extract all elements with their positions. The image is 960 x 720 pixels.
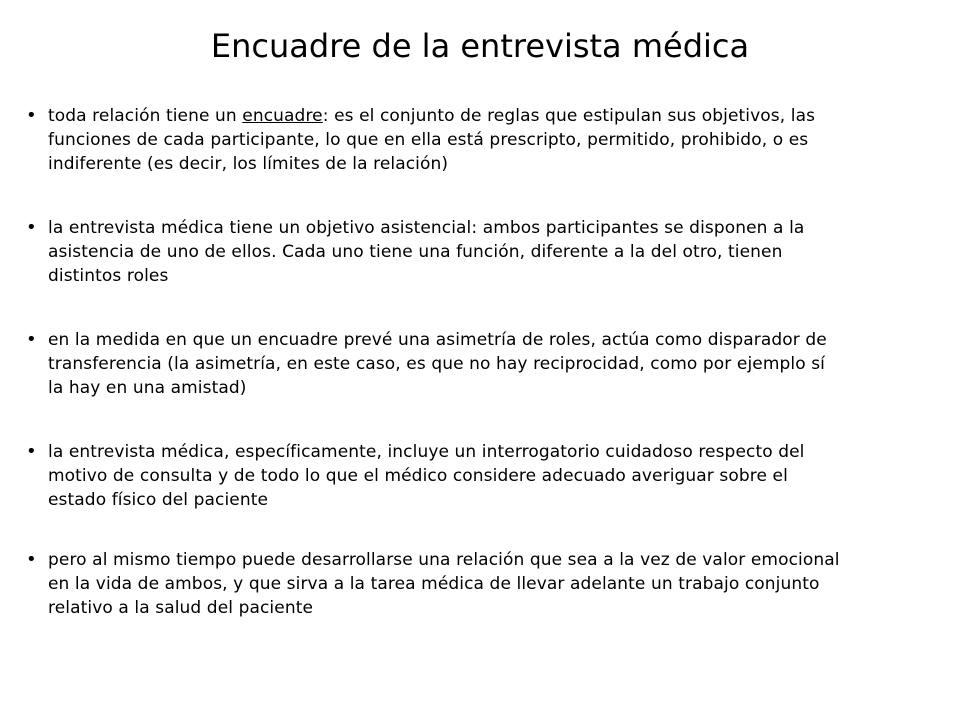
bullet-line: relativo a la salud del paciente bbox=[48, 598, 314, 618]
bullet-line: funciones de cada participante, lo que en ella está prescripto, permitido, prohibido, o es bbox=[48, 130, 809, 150]
bullet-text bbox=[48, 548, 948, 620]
bullet-line: la entrevista médica tiene un objetivo asistencial: ambos participantes se disponen a la bbox=[48, 218, 805, 238]
bullet-line: estado físico del paciente bbox=[48, 490, 269, 510]
bullet-line: asistencia de uno de ellos. Cada uno tiene una función, diferente a la del otro, tienen bbox=[48, 242, 783, 262]
bullet-dot-icon: • bbox=[26, 217, 37, 238]
bullet-line: pero al mismo tiempo puede desarrollarse una relación que sea a la vez de valor emocional bbox=[48, 550, 840, 570]
bullet-line: motivo de consulta y de todo lo que el médico considere adecuado averiguar sobre el bbox=[48, 466, 788, 486]
bullet-text bbox=[48, 216, 948, 288]
bullet-text-segment: toda relación tiene un bbox=[48, 106, 243, 126]
bullet-line: la hay en una amistad) bbox=[48, 378, 247, 398]
bullet-line: en la medida en que un encuadre prevé una asimetría de roles, actúa como disparador de bbox=[48, 330, 827, 350]
bullet-line: distintos roles bbox=[48, 266, 169, 286]
bullet-text-segment: : es el conjunto de reglas que estipulan sus objetivos, las bbox=[322, 106, 816, 126]
bullet-line: en la vida de ambos, y que sirva a la tarea médica de llevar adelante un trabajo conjunto bbox=[48, 574, 820, 594]
bullet-dot-icon: • bbox=[26, 329, 37, 350]
bullet-text bbox=[48, 104, 948, 176]
underlined-term: encuadre bbox=[242, 106, 323, 126]
bullet-dot-icon: • bbox=[26, 441, 37, 462]
bullet-dot-icon: • bbox=[26, 105, 37, 126]
bullet-line bbox=[48, 104, 948, 128]
bullet-text bbox=[48, 440, 948, 512]
bullet-line: transferencia (la asimetría, en este caso, es que no hay reciprocidad, como por ejemplo sí bbox=[48, 354, 826, 374]
bullet-dot-icon: • bbox=[26, 549, 37, 570]
bullet-text bbox=[48, 328, 948, 400]
bullet-line: la entrevista médica, específicamente, incluye un interrogatorio cuidadoso respecto del bbox=[48, 442, 805, 462]
slide-title: Encuadre de la entrevista médica bbox=[210, 27, 750, 65]
bullet-line: indiferente (es decir, los límites de la relación) bbox=[48, 154, 449, 174]
